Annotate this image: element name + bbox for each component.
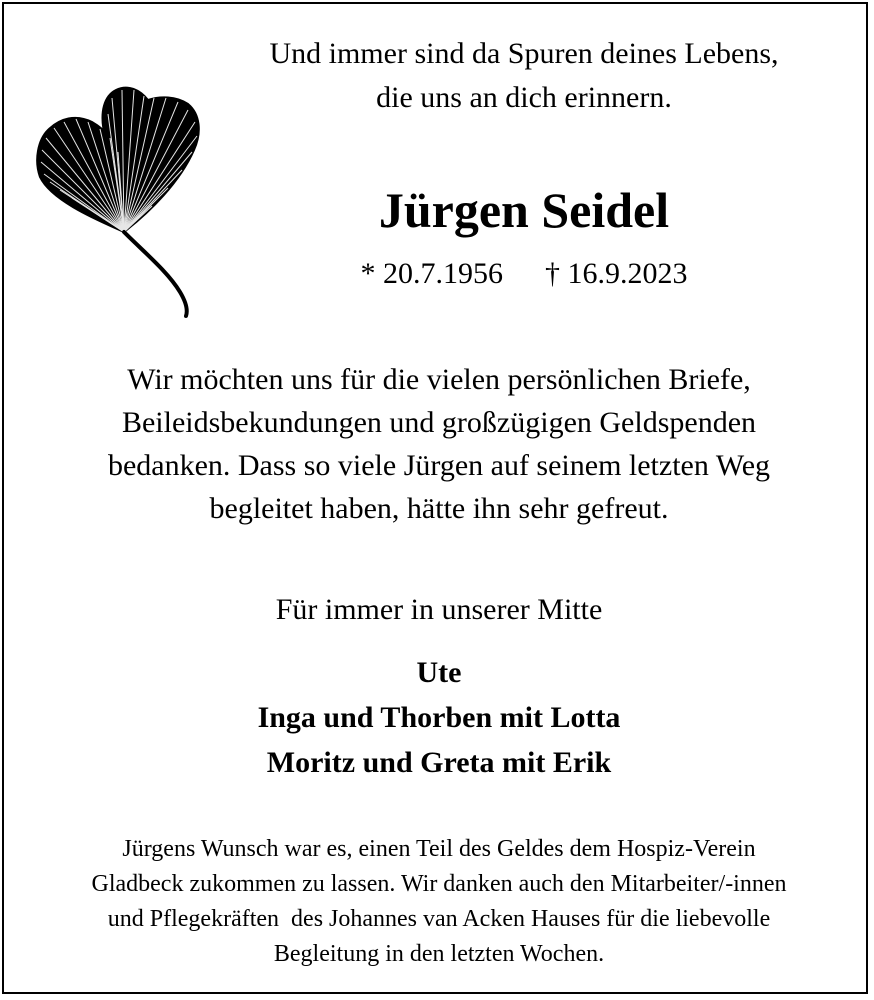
family-member: Moritz und Greta mit Erik: [266, 746, 612, 779]
ginkgo-leaf-icon: [32, 82, 212, 322]
birth-date: * 20.7.1956: [360, 257, 503, 290]
note-line: Jürgens Wunsch war es, einen Teil des Geldes dem Hospiz-Verein: [122, 836, 756, 862]
thanks-text: [24, 358, 854, 530]
motto-line: Und immer sind da Spuren deines Lebens,: [269, 37, 779, 70]
obituary-frame: [2, 2, 868, 994]
thanks-line: bedanken. Dass so viele Jürgen auf seinem letzten Weg: [107, 449, 771, 482]
motto-line: die uns an dich erinnern.: [376, 81, 672, 114]
family-member: Inga und Thorben mit Lotta: [257, 701, 621, 734]
note-line: Begleitung in den letzten Wochen.: [273, 941, 605, 967]
note-line: und Pflegekräften des Johannes van Acken Hauses für die liebevolle: [107, 906, 771, 932]
thanks-line: Wir möchten uns für die vielen persönlichen Briefe,: [127, 363, 751, 396]
deceased-name: Jürgen Seidel: [378, 182, 670, 238]
thanks-line: Beileidsbekundungen und großzügigen Geldspenden: [121, 406, 757, 439]
donation-note: [24, 832, 854, 972]
family-member: Ute: [416, 656, 462, 689]
death-date: † 16.9.2023: [545, 257, 688, 290]
life-dates: [204, 254, 844, 294]
note-line: Gladbeck zukommen zu lassen. Wir danken auch den Mitarbeiter/-innen: [91, 871, 787, 897]
closing-phrase: Für immer in unserer Mitte: [275, 593, 603, 626]
thanks-line: begleitet haben, hätte ihn sehr gefreut.: [209, 492, 669, 525]
family-names: [24, 650, 854, 785]
motto-verse: [204, 32, 844, 120]
